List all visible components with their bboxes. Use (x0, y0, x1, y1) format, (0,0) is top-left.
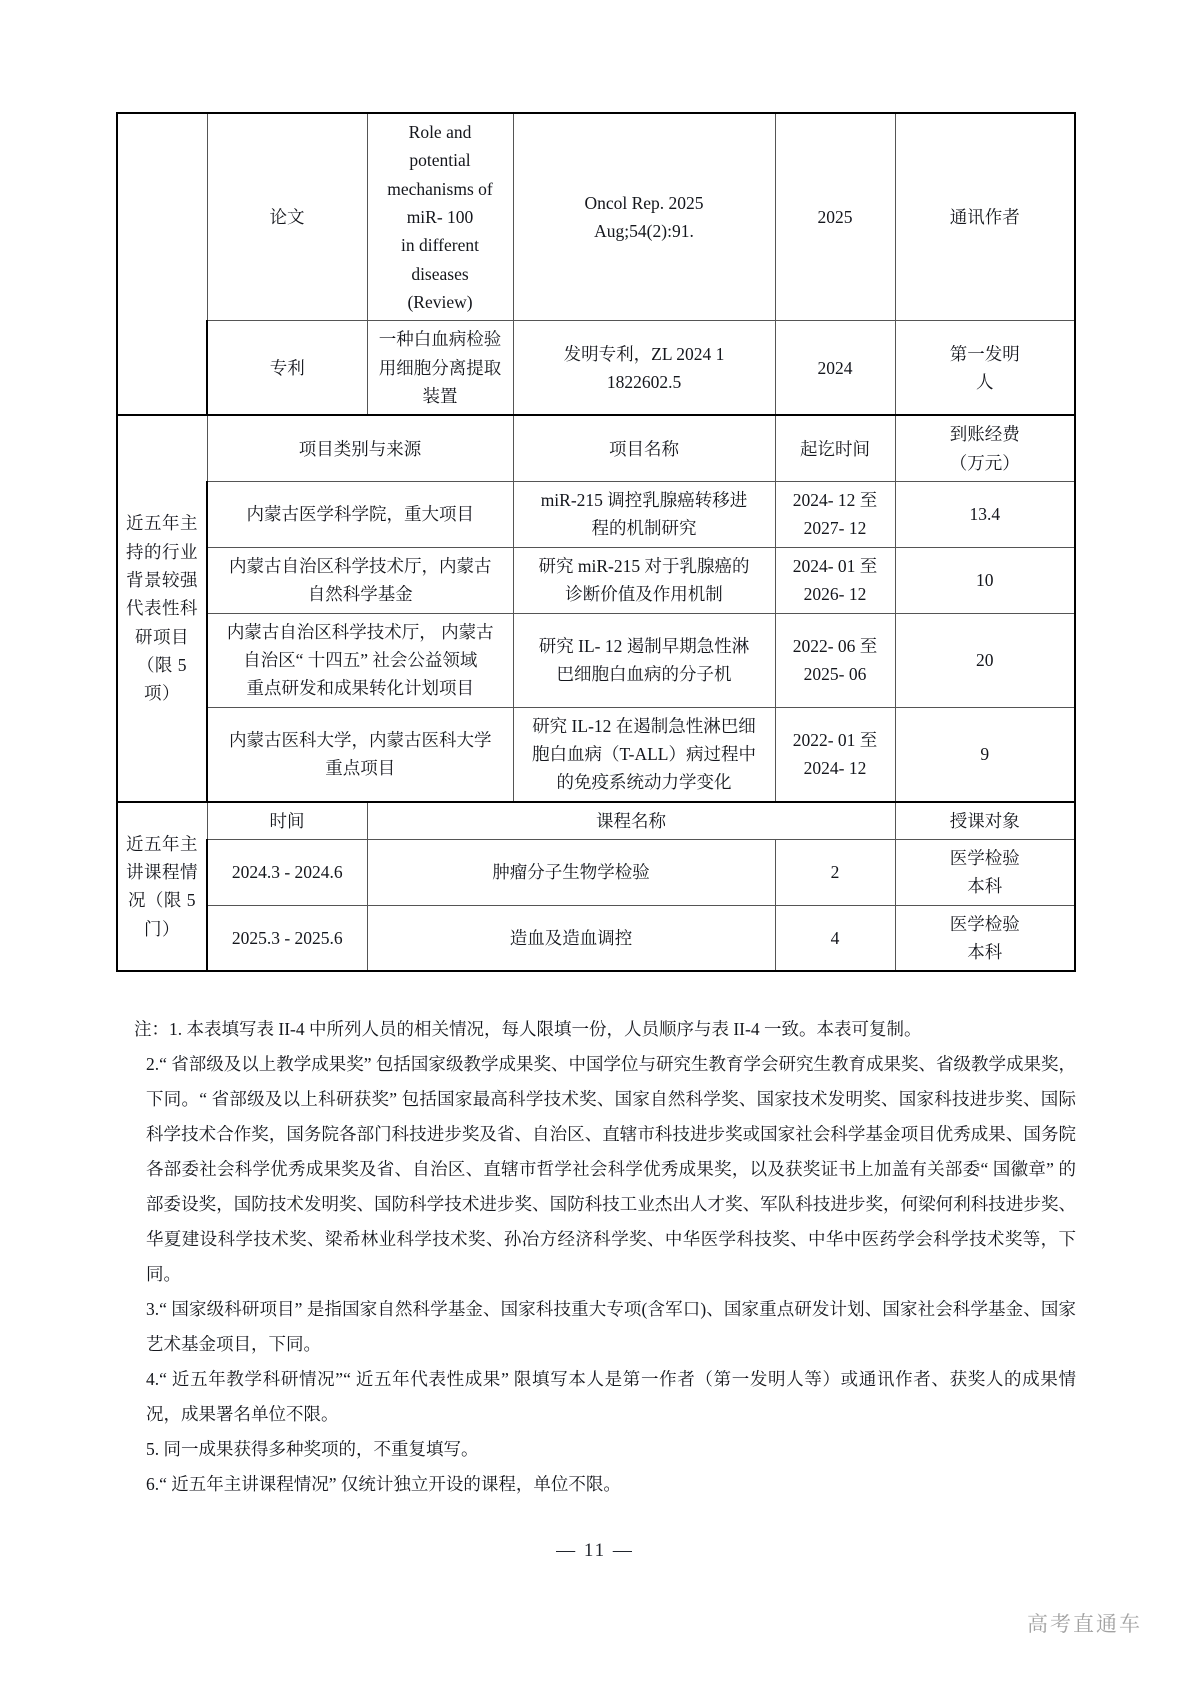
audience-line: 医学检验 (949, 913, 1020, 934)
achievements-section-label (117, 113, 207, 415)
course-audience (895, 905, 1075, 971)
course-name: 肿瘤分子生物学检验 (367, 839, 775, 905)
course-time: 2025.3 - 2025.6 (207, 905, 367, 971)
note-item-3: 3.“ 国家级科研项目” 是指国家自然科学基金、国家科技重大专项(含军口)、国家重点研发计划、国家社会科学基金、国家艺术基金项目，下同。 (146, 1299, 1076, 1354)
form-table-container (116, 112, 1074, 972)
name-line: 研究 IL- 12 遏制早期急性淋 (538, 635, 750, 656)
project-name (513, 547, 775, 613)
project-name (513, 482, 775, 548)
page-number: — 11 — (556, 1540, 634, 1561)
name-line: 胞白血病（T-ALL）病过程中 (532, 743, 756, 764)
section-label-line: 持的行业 (126, 541, 198, 562)
section-label-line: （限 5 项） (136, 655, 188, 704)
title-line: 装置 (422, 386, 458, 407)
period-line: 2024- 12 至 (792, 490, 878, 511)
audience-line: 本科 (967, 876, 1003, 897)
category-line: 内蒙古医学科学院，重大项目 (246, 504, 474, 525)
name-line: 的免疫系统动力学变化 (556, 772, 732, 793)
note-item-5: 5. 同一成果获得多种奖项的，不重复填写。 (146, 1439, 479, 1459)
role-line: 第一发明 (949, 343, 1020, 364)
title-line: potential (409, 150, 471, 171)
project-period (775, 707, 895, 802)
achievement-title (367, 321, 513, 416)
achievement-year: 2024 (775, 321, 895, 416)
title-line: in different (401, 235, 479, 256)
course-audience (895, 839, 1075, 905)
personnel-achievement-form (116, 112, 1076, 972)
section-label-line: 况（限 5 (127, 890, 197, 911)
category-line: 自治区“ 十四五” 社会公益领域 (243, 649, 478, 670)
table-row (117, 839, 1075, 905)
notes-block (116, 1012, 1076, 1502)
table-row (117, 707, 1075, 802)
source-line: 1822602.5 (606, 371, 682, 392)
projects-header-name: 项目名称 (513, 415, 775, 481)
period-line: 2027- 12 (803, 518, 867, 539)
projects-header-category: 项目类别与来源 (207, 415, 513, 481)
project-funding: 9 (895, 707, 1075, 802)
watermark: 高考直通车 (1027, 1612, 1142, 1636)
section-label-line: 讲课程情 (126, 862, 198, 883)
category-line: 内蒙古自治区科学技术厅，内蒙古 (229, 555, 492, 576)
audience-line: 医学检验 (949, 847, 1020, 868)
period-line: 2024- 12 (803, 758, 867, 779)
project-period (775, 547, 895, 613)
category-line: 重点研发和成果转化计划项目 (246, 678, 474, 699)
table-row (117, 613, 1075, 707)
title-line: 用细胞分离提取 (378, 357, 502, 378)
header-line: 到账经费 (949, 424, 1020, 445)
category-line: 重点项目 (325, 758, 396, 779)
period-line: 2024- 01 至 (792, 555, 878, 576)
name-line: 巴细胞白血病的分子机 (556, 664, 732, 685)
header-line: （万元） (949, 452, 1020, 473)
table-row (117, 415, 1075, 481)
course-name: 造血及造血调控 (367, 905, 775, 971)
projects-header-funding (895, 415, 1075, 481)
source-line: 发明专利，ZL 2024 1 (563, 343, 725, 364)
source-line: Aug;54(2):91. (594, 221, 694, 242)
period-line: 2026- 12 (803, 584, 867, 605)
note-item-1 (116, 1012, 1076, 1047)
name-line: miR-215 调控乳腺癌转移进 (540, 490, 748, 511)
role-line: 人 (976, 371, 994, 392)
section-label-line: 研项目 (135, 626, 189, 647)
source-line: Oncol Rep. 2025 (584, 192, 704, 213)
category-line: 内蒙古医科大学，内蒙古医科大学 (229, 729, 492, 750)
project-name (513, 613, 775, 707)
achievement-role: 通讯作者 (895, 113, 1075, 321)
project-funding: 10 (895, 547, 1075, 613)
name-line: 研究 miR-215 对于乳腺癌的 (538, 555, 750, 576)
note-item-6: 6.“ 近五年主讲课程情况” 仅统计独立开设的课程，单位不限。 (146, 1474, 621, 1494)
table-row (117, 482, 1075, 548)
title-line: miR- 100 (406, 207, 474, 228)
title-line: 一种白血病检验 (378, 329, 502, 350)
project-name (513, 707, 775, 802)
project-category (207, 482, 513, 548)
table-row (117, 905, 1075, 971)
achievement-year: 2025 (775, 113, 895, 321)
name-line: 诊断价值及作用机制 (565, 584, 723, 605)
achievement-source (513, 113, 775, 321)
period-line: 2022- 01 至 (792, 729, 878, 750)
title-line: mechanisms of (387, 178, 493, 199)
project-funding: 20 (895, 613, 1075, 707)
achievement-title (367, 113, 513, 321)
title-line: (Review) (407, 292, 473, 313)
name-line: 程的机制研究 (591, 518, 697, 539)
achievement-source (513, 321, 775, 416)
course-time: 2024.3 - 2024.6 (207, 839, 367, 905)
project-period (775, 482, 895, 548)
period-line: 2025- 06 (803, 664, 867, 685)
courses-header-name: 课程名称 (367, 802, 895, 840)
notes-label: 注： (134, 1019, 169, 1039)
audience-line: 本科 (967, 941, 1003, 962)
project-funding: 13.4 (895, 482, 1075, 548)
table-row (117, 321, 1075, 416)
table-row (117, 802, 1075, 840)
section-label-line: 背景较强 (126, 569, 198, 590)
note-item-4: 4.“ 近五年教学科研情况”“ 近五年代表性成果” 限填写本人是第一作者（第一发明人等）或通讯作者、获奖人的成果情况，成果署名单位不限。 (146, 1369, 1076, 1424)
section-label-line: 代表性科 (126, 598, 198, 619)
achievement-type: 专利 (207, 321, 367, 416)
project-category (207, 613, 513, 707)
course-hours: 4 (775, 905, 895, 971)
note-item-2: 2.“ 省部级及以上教学成果奖” 包括国家级教学成果奖、中国学位与研究生教育学会研究生教育成果奖、省级教学成果奖，下同。“ 省部级及以上科研获奖” 包括国家最高科学技术奖、国家自然科学奖、国家技术发明奖、国家科技进步奖、国际科学技术合作奖，国务院各部门科技进步奖及省、自治区、直辖市科技进步奖或国家社会科学基金项目优秀成果、国务院各部委社会科学优秀成果奖及省、自治区、直辖市哲学社会科学优秀成果奖，以及获奖证书上加盖有关部委“ 国徽章” 的部委设奖，国防技术发明奖、国防科学技术进步奖、国防科技工业杰出人才奖、军队科技进步奖，何梁何利科技进步奖、华夏建设科学技术奖、梁希林业科学技术奖、孙冶方经济科学奖、中华医学科技奖、中华中医药学会科学技术奖等，下同。 (146, 1054, 1076, 1284)
category-line: 内蒙古自治区科学技术厅， 内蒙古 (226, 621, 494, 642)
table-row (117, 113, 1075, 321)
projects-section-label (117, 415, 207, 801)
course-hours: 2 (775, 839, 895, 905)
achievement-role (895, 321, 1075, 416)
title-line: diseases (411, 263, 469, 284)
courses-header-time: 时间 (207, 802, 367, 840)
section-label-line: 近五年主 (126, 833, 198, 854)
project-category (207, 707, 513, 802)
courses-header-audience: 授课对象 (895, 802, 1075, 840)
project-period (775, 613, 895, 707)
table-row (117, 547, 1075, 613)
project-category (207, 547, 513, 613)
title-line: Role and (408, 122, 472, 142)
courses-section-label (117, 802, 207, 972)
projects-header-period: 起讫时间 (775, 415, 895, 481)
category-line: 自然科学基金 (307, 584, 413, 605)
note-text: 1. 本表填写表 II-4 中所列人员的相关情况，每人限填一份，人员顺序与表 II-4 一致。本表可复制。 (169, 1019, 922, 1039)
period-line: 2022- 06 至 (792, 635, 878, 656)
section-label-line: 门） (144, 918, 180, 939)
achievement-type: 论文 (207, 113, 367, 321)
name-line: 研究 IL-12 在遏制急性淋巴细 (532, 715, 756, 736)
section-label-line: 近五年主 (126, 513, 198, 534)
